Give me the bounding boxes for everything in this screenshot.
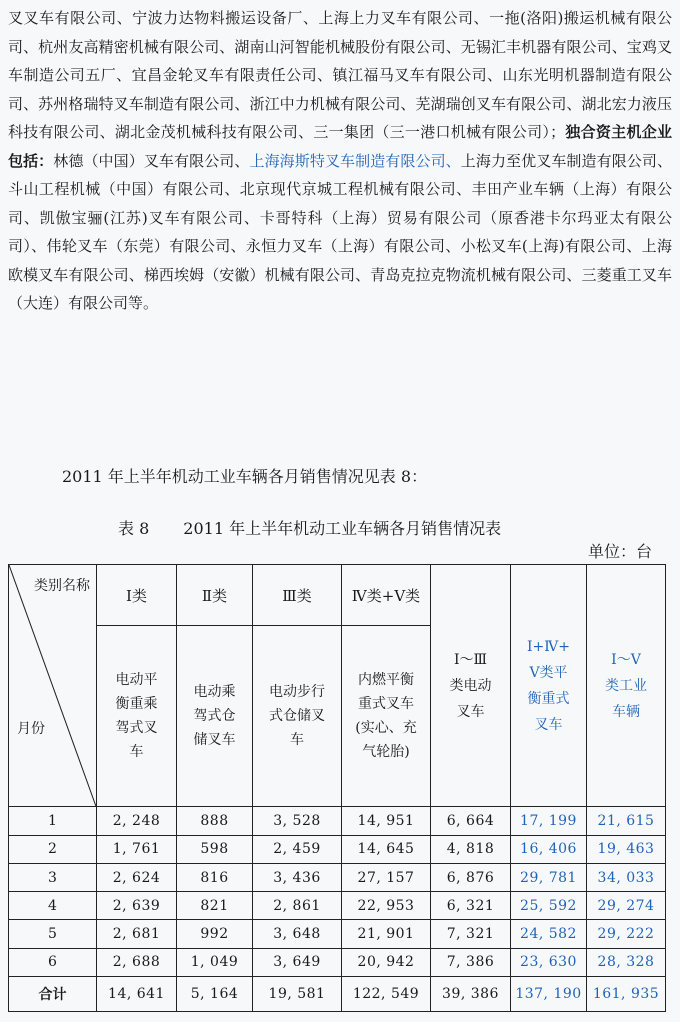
value-cell: 2, 624 [97, 863, 177, 891]
header-line: 电动步行 [269, 684, 325, 701]
table-caption [118, 518, 535, 540]
total-cell: 5, 164 [177, 977, 253, 1012]
value-cell: 821 [177, 892, 253, 920]
header-line: 衡重式 [527, 690, 570, 707]
header-line: (实心、充 [355, 720, 417, 737]
value-cell: 21, 615 [587, 807, 666, 835]
header-line: 叉车 [534, 716, 563, 733]
value-cell: 14, 645 [342, 835, 431, 863]
header-line: 类电动 [449, 677, 492, 694]
header-line: 衡重乘 [115, 696, 158, 713]
header-desc-1 [97, 626, 177, 807]
header-desc-3 [253, 626, 342, 807]
header-desc-4-5 [342, 626, 431, 807]
value-cell: 1, 049 [177, 948, 253, 976]
header-line: 储叉车 [193, 732, 236, 749]
header-line: 电动乘 [193, 684, 236, 701]
value-cell: 34, 033 [587, 863, 666, 891]
value-cell: 21, 901 [342, 920, 431, 948]
month-cell: 3 [9, 863, 97, 891]
total-label: 合计 [9, 977, 97, 1012]
value-cell: 23, 630 [511, 948, 587, 976]
value-cell: 7, 386 [431, 948, 511, 976]
diagonal-line [9, 565, 96, 806]
value-cell: 2, 861 [253, 892, 342, 920]
value-cell: 598 [177, 835, 253, 863]
value-cell: 6, 664 [431, 807, 511, 835]
table-row [9, 948, 666, 976]
header-line: Ⅰ+Ⅳ+ [527, 638, 570, 655]
paragraph-blue-text: 上海海斯特叉车制造有限公司、 [249, 151, 461, 170]
header-line: 重式叉车 [358, 696, 414, 713]
paragraph-text-2: 林德（中国）叉车有限公司、 [53, 151, 250, 170]
total-cell: 19, 581 [253, 977, 342, 1012]
value-cell: 17, 199 [511, 807, 587, 835]
total-cell: 137, 190 [511, 977, 587, 1012]
value-cell: 19, 463 [587, 835, 666, 863]
value-cell: 6, 321 [431, 892, 511, 920]
value-cell: 3, 436 [253, 863, 342, 891]
value-cell: 3, 649 [253, 948, 342, 976]
header-line: 驾式仓 [193, 708, 236, 725]
total-cell: 39, 386 [431, 977, 511, 1012]
month-cell: 5 [9, 920, 97, 948]
corner-category-label: 类别名称 [34, 578, 90, 594]
total-cell: 14, 641 [97, 977, 177, 1012]
header-class-1: Ⅰ类 [97, 565, 177, 626]
value-cell: 2, 688 [97, 948, 177, 976]
table-row [9, 863, 666, 891]
value-cell: 816 [177, 863, 253, 891]
month-cell: 4 [9, 892, 97, 920]
month-cell: 1 [9, 807, 97, 835]
value-cell: 7, 321 [431, 920, 511, 948]
header-desc-2 [177, 626, 253, 807]
value-cell: 29, 274 [587, 892, 666, 920]
header-line: 电动平 [115, 672, 158, 689]
value-cell: 28, 328 [587, 948, 666, 976]
table-row [9, 892, 666, 920]
value-cell: 29, 781 [511, 863, 587, 891]
header-counterbalance [511, 565, 587, 807]
value-cell: 888 [177, 807, 253, 835]
header-class-1-3-electric [431, 565, 511, 807]
value-cell: 2, 459 [253, 835, 342, 863]
total-cell: 161, 935 [587, 977, 666, 1012]
table-row [9, 807, 666, 835]
table-label: 表 8 [118, 519, 150, 538]
corner-month-label: 月份 [17, 721, 45, 738]
month-cell: 2 [9, 835, 97, 863]
value-cell: 3, 528 [253, 807, 342, 835]
header-line: 叉车 [456, 703, 485, 720]
header-line: 气轮胎) [362, 744, 410, 761]
header-line: 车 [129, 744, 144, 761]
value-cell: 29, 222 [587, 920, 666, 948]
value-cell: 1, 761 [97, 835, 177, 863]
header-line: 车 [290, 732, 304, 749]
header-all-vehicles [587, 565, 666, 807]
table-row [9, 835, 666, 863]
value-cell: 6, 876 [431, 863, 511, 891]
table-corner-cell [9, 565, 97, 807]
header-line: Ⅰ～Ⅲ [453, 651, 488, 668]
header-line: 车辆 [612, 703, 640, 720]
value-cell: 14, 951 [342, 807, 431, 835]
header-line: 式仓储叉 [269, 708, 325, 725]
header-line: Ⅰ～Ⅴ [611, 651, 641, 668]
value-cell: 20, 942 [342, 948, 431, 976]
total-cell: 122, 549 [342, 977, 431, 1012]
value-cell: 2, 248 [97, 807, 177, 835]
paragraph-text-3: 上海力至优叉车制造有限公司、斗山工程机械（中国）有限公司、北京现代京城工程机械有限公司、丰田产业车辆（上海）有限公司、凯傲宝骊(江苏)叉车有限公司、卡哥特科（上海）贸易有限公司（原香港卡尔玛亚太有限公司）、伟轮叉车（东莞）有限公司、永恒力叉车（上海）有限公司、小松叉车(上海)有限公司、上海欧模叉车有限公司、梯西埃姆（安徽）机械有限公司、青岛克拉克物流机械有限公司、三菱重工叉车（大连）有限公司等。 [8, 151, 672, 312]
sales-table [8, 564, 666, 1012]
value-cell: 4, 818 [431, 835, 511, 863]
value-cell: 992 [177, 920, 253, 948]
value-cell: 2, 639 [97, 892, 177, 920]
value-cell: 24, 582 [511, 920, 587, 948]
value-cell: 25, 592 [511, 892, 587, 920]
value-cell: 2, 681 [97, 920, 177, 948]
table-intro: 2011 年上半年机动工业车辆各月销售情况见表 8： [62, 467, 428, 486]
value-cell: 16, 406 [511, 835, 587, 863]
month-cell: 6 [9, 948, 97, 976]
header-class-3: Ⅲ类 [253, 565, 342, 626]
header-line: Ⅴ类平 [529, 664, 568, 681]
table-title: 2011 年上半年机动工业车辆各月销售情况表 [183, 519, 502, 538]
unit-label: 单位：台 [587, 542, 652, 561]
total-row [9, 977, 666, 1012]
company-list-paragraph [8, 4, 672, 318]
value-cell: 22, 953 [342, 892, 431, 920]
table-row [9, 920, 666, 948]
jv-label: 独合资主机企业包括： [8, 123, 672, 170]
header-class-2: Ⅱ类 [177, 565, 253, 626]
header-line: 内燃平衡 [358, 672, 414, 689]
header-class-4-5: Ⅳ类+Ⅴ类 [342, 565, 431, 626]
value-cell: 3, 648 [253, 920, 342, 948]
header-line: 类工业 [605, 677, 647, 694]
value-cell: 27, 157 [342, 863, 431, 891]
paragraph-text-1: 叉叉车有限公司、宁波力达物料搬运设备厂、上海上力叉车有限公司、一拖(洛阳)搬运机械有限公司、杭州友高精密机械有限公司、湖南山河智能机械股份有限公司、无锡汇丰机器有限公司、宝鸡叉车制造公司五厂、宜昌金轮叉车有限责任公司、镇江福马叉车有限公司、山东光明机器制造有限公司、苏州格瑞特叉车制造有限公司、浙江中力机械有限公司、芜湖瑞创叉车有限公司、湖北宏力液压科技有限公司、湖北金茂机械科技有限公司、三一集团（三一港口机械有限公司）； [8, 9, 672, 141]
header-line: 驾式叉 [115, 720, 158, 737]
